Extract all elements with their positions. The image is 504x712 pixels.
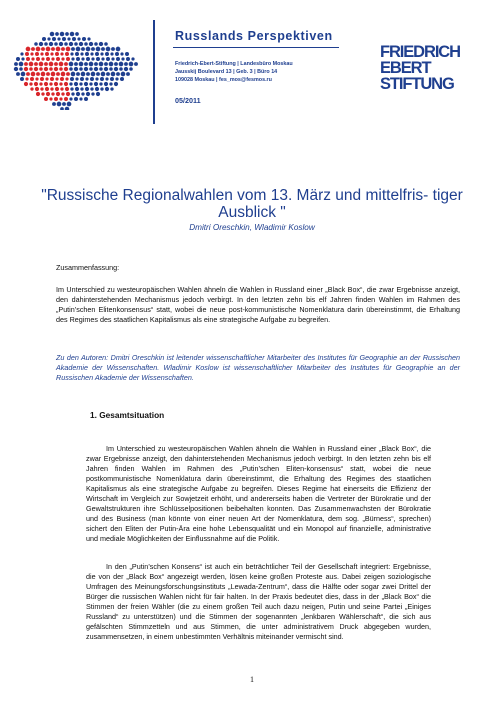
map-dot bbox=[104, 42, 108, 46]
map-dot bbox=[100, 87, 103, 90]
map-dot bbox=[66, 92, 70, 96]
map-dot bbox=[55, 77, 58, 80]
map-dot bbox=[90, 52, 93, 55]
map-dot bbox=[106, 72, 110, 76]
map-dot bbox=[106, 47, 111, 52]
map-dot bbox=[90, 87, 93, 90]
map-dot bbox=[95, 87, 99, 91]
map-dot bbox=[80, 87, 83, 90]
map-dot bbox=[129, 67, 133, 71]
map-dot bbox=[26, 57, 30, 61]
map-dot bbox=[25, 52, 29, 56]
map-dot bbox=[39, 62, 44, 67]
map-dot bbox=[105, 87, 109, 91]
map-dot bbox=[134, 62, 138, 66]
map-dot bbox=[24, 82, 28, 86]
map-dot bbox=[101, 72, 106, 77]
map-dot bbox=[124, 62, 128, 66]
map-dot bbox=[25, 77, 28, 80]
map-dot bbox=[94, 67, 98, 71]
summary-label: Zusammenfassung: bbox=[56, 263, 120, 272]
map-dot bbox=[39, 82, 42, 85]
address-line: Friedrich-Ebert-Stiftung | Landesbüro Moskau bbox=[175, 61, 293, 67]
map-dot bbox=[69, 82, 72, 85]
map-dot bbox=[61, 57, 64, 60]
map-dot bbox=[39, 67, 43, 71]
map-dot bbox=[64, 67, 68, 71]
map-dot bbox=[77, 37, 80, 40]
map-dot bbox=[44, 67, 48, 71]
map-dot bbox=[14, 67, 18, 71]
logo-line: EBERT bbox=[380, 59, 431, 77]
map-dot bbox=[81, 72, 86, 77]
map-dot bbox=[109, 82, 112, 85]
map-dot bbox=[41, 57, 44, 60]
map-dot bbox=[119, 62, 124, 67]
map-dot bbox=[54, 82, 58, 86]
map-dot bbox=[111, 47, 115, 51]
map-dot bbox=[30, 52, 33, 55]
map-dot bbox=[104, 82, 108, 86]
map-dot bbox=[84, 42, 88, 46]
map-dot bbox=[19, 62, 24, 67]
map-dot bbox=[79, 42, 83, 46]
map-dot bbox=[75, 32, 79, 36]
map-dot bbox=[65, 52, 69, 56]
map-dot bbox=[90, 77, 94, 81]
map-dot bbox=[54, 62, 58, 66]
map-dot bbox=[110, 87, 113, 90]
map-dot bbox=[19, 67, 23, 71]
map-dot bbox=[80, 77, 84, 81]
map-dot bbox=[55, 32, 59, 36]
map-dot bbox=[70, 32, 75, 37]
map-dot bbox=[75, 87, 79, 91]
map-dot bbox=[51, 57, 54, 60]
map-dot bbox=[26, 72, 30, 76]
map-dot bbox=[61, 92, 64, 95]
map-dot bbox=[54, 67, 58, 71]
map-dot bbox=[34, 42, 38, 46]
map-dot bbox=[79, 97, 82, 100]
issue-number: 05/2011 bbox=[175, 96, 201, 105]
map-dot bbox=[39, 42, 43, 46]
map-dot bbox=[60, 52, 63, 55]
map-dot bbox=[44, 62, 48, 66]
map-dot bbox=[114, 62, 118, 66]
map-dot bbox=[119, 67, 123, 71]
map-dot bbox=[20, 52, 23, 55]
map-dot bbox=[91, 47, 95, 51]
map-dot bbox=[66, 47, 71, 52]
map-dot bbox=[89, 62, 94, 67]
map-dot bbox=[111, 72, 116, 77]
map-dot bbox=[91, 72, 96, 77]
map-dot bbox=[84, 82, 88, 86]
map-dot bbox=[105, 52, 109, 56]
map-dot bbox=[79, 62, 84, 67]
map-dot bbox=[109, 67, 113, 71]
map-dot bbox=[52, 37, 56, 41]
map-dot bbox=[126, 57, 130, 61]
map-dot bbox=[45, 87, 49, 91]
map-dot bbox=[20, 77, 24, 81]
page-number: 1 bbox=[250, 675, 254, 684]
map-dot bbox=[35, 77, 38, 80]
map-dot bbox=[64, 42, 68, 46]
map-dot bbox=[45, 77, 48, 80]
map-dot bbox=[57, 102, 62, 107]
map-dot bbox=[94, 82, 98, 86]
map-dot bbox=[81, 92, 84, 95]
map-dot bbox=[70, 87, 73, 90]
map-dot bbox=[99, 82, 102, 85]
body-paragraph: Im Unterschied zu westeuropäischen Wahlen ähneln die Wahlen in Russland einer „Black Box“, die zwar Ergebnisse anzeigt, den dahinterstehenden Mechanismus jedoch verbirgt. In den letzten zehn bis elf Jahren finden Wahlen im Rahmen des „Putin’schen Eliten-konsensus“ statt, wobei die neue postkommunistische Nomenklatura darin übereinstimmt, die Erhaltung des Regimes des staatlichen Kapitalismus als eine strategische Aufgabe zu begreifen. Dieses Regime hat einerseits die Effizienz der Wirtschaft im Vergleich zur Sowjetzeit erhöht, und andererseits haben die Vertreter der Bürokratie und der Gewaltstrukturen ihre Schlüsselpositionen beibehalten konnten. Das Zusammenwachsten der Bürokratie und des Business (man könnte von einer neuen Art der Nomenklatura, dem sog. „Bürness“, sprechen) sichert den Eliten der Putin-Ära eine hohe Lebensqualität und ein Monopol auf finanzielle, administrative und mediale Möglichkeiten der Einflussnahme auf die Politik. bbox=[86, 444, 431, 544]
map-dot bbox=[94, 42, 98, 46]
map-dot bbox=[34, 67, 38, 71]
map-dot bbox=[86, 57, 90, 61]
map-dot bbox=[59, 42, 63, 46]
map-dot bbox=[79, 67, 83, 71]
map-dot bbox=[81, 47, 85, 51]
map-dot bbox=[65, 32, 69, 36]
map-dot bbox=[126, 72, 130, 76]
map-dot bbox=[54, 97, 58, 101]
map-dot bbox=[85, 77, 88, 80]
map-dot bbox=[24, 62, 28, 66]
map-dot bbox=[99, 67, 103, 71]
section-heading: 1. Gesamtsituation bbox=[90, 410, 165, 420]
map-dot bbox=[94, 62, 98, 66]
map-dot bbox=[116, 72, 120, 76]
map-dot bbox=[44, 82, 48, 86]
map-dot bbox=[131, 57, 134, 60]
map-dot bbox=[69, 97, 72, 100]
header-divider bbox=[153, 20, 155, 124]
map-dot bbox=[96, 92, 100, 96]
series-title: Russlands Perspektiven bbox=[175, 29, 333, 43]
map-dot bbox=[30, 77, 34, 81]
map-dot bbox=[110, 77, 114, 81]
map-dot bbox=[64, 82, 68, 86]
address-line: Jausskij Boulevard 13 | Geb. 3 | Büro 14 bbox=[175, 69, 278, 75]
map-dot bbox=[115, 52, 119, 56]
map-dot bbox=[56, 57, 60, 61]
map-dot bbox=[50, 32, 55, 37]
map-dot bbox=[21, 57, 24, 60]
map-dot bbox=[54, 42, 58, 46]
map-dot bbox=[114, 67, 118, 71]
map-dot bbox=[45, 52, 49, 56]
map-dot bbox=[50, 87, 53, 90]
map-dot bbox=[100, 52, 103, 55]
map-dot bbox=[71, 92, 74, 95]
map-dot bbox=[40, 77, 44, 81]
map-dot bbox=[74, 82, 78, 86]
map-dot bbox=[34, 82, 38, 86]
map-dot bbox=[74, 62, 78, 66]
map-dot bbox=[116, 57, 120, 61]
map-dot bbox=[67, 37, 70, 40]
map-dot bbox=[56, 92, 60, 96]
map-dot bbox=[41, 92, 44, 95]
map-dot bbox=[31, 47, 35, 51]
map-dot bbox=[51, 92, 54, 95]
map-dot bbox=[100, 77, 104, 81]
series-title-underline bbox=[173, 47, 339, 48]
map-dot bbox=[70, 52, 73, 55]
map-dot bbox=[46, 47, 51, 52]
map-dot bbox=[60, 77, 64, 81]
map-dot bbox=[105, 77, 108, 80]
map-dot bbox=[65, 87, 69, 91]
map-dot bbox=[42, 37, 46, 41]
map-dot bbox=[41, 47, 45, 51]
map-dot bbox=[95, 77, 98, 80]
map-dot bbox=[109, 62, 114, 67]
map-dot bbox=[69, 42, 73, 46]
map-dot bbox=[35, 87, 39, 91]
map-dot bbox=[84, 62, 88, 66]
map-dot bbox=[66, 72, 70, 76]
map-dot bbox=[82, 37, 86, 41]
map-dot bbox=[76, 72, 80, 76]
map-dot bbox=[60, 107, 64, 110]
map-dot bbox=[87, 37, 90, 40]
map-dot bbox=[35, 52, 39, 56]
map-dot bbox=[55, 52, 59, 56]
map-dot bbox=[86, 72, 90, 76]
map-dot bbox=[59, 97, 62, 100]
map-dot bbox=[75, 77, 78, 80]
map-dot bbox=[47, 37, 50, 40]
map-dot bbox=[91, 92, 94, 95]
map-dot bbox=[74, 67, 78, 71]
map-dot bbox=[89, 67, 93, 71]
logo-line: STIFTUNG bbox=[380, 75, 454, 93]
map-dot bbox=[49, 42, 53, 46]
map-dot bbox=[46, 57, 50, 61]
map-dot bbox=[79, 82, 82, 85]
map-dot bbox=[104, 67, 108, 71]
body-paragraph: In den „Putin’schen Konsens“ ist auch ein beträchtlicher Teil der Gesellschaft integriert: Ergebnisse, die von der „Black Box“ angezeigt werden, lösen keine großen Proteste aus. Dabei zeigen soziologische Umfragen des Meinungsforschungsinstituts „Lewada-Zentrum“, dass die Hälfte oder sogar zwei Drittel der Bürger die russischen Wahlen nicht für fair halten. In der Praxis bedeutet dies, dass in der „Black Box“ die Stimmen der freien Wähler (die zu einem großen Teil auch dazu neigen, Putin und seine Partei „Einiges Russland“ zu unterstützen) und die Stimmen der sogenannten „lenkbaren Wählerschaft“, die sich aus gefälschten Stimmzetteln und aus Stimmen, die unter administrativem Druck abgegeben wurden, zusammensetzen, in einem unbestimmten Verhältnis miteinander vermischt sind. bbox=[86, 562, 431, 642]
map-dot bbox=[65, 77, 68, 80]
map-dot bbox=[86, 92, 90, 96]
map-dot bbox=[57, 37, 60, 40]
map-dot bbox=[61, 72, 66, 77]
map-dot bbox=[81, 57, 84, 60]
map-dot bbox=[31, 57, 34, 60]
map-dot bbox=[70, 77, 74, 81]
map-dot bbox=[50, 77, 54, 81]
map-dot bbox=[89, 82, 92, 85]
map-dot bbox=[71, 47, 75, 51]
map-dot bbox=[59, 82, 62, 85]
map-dot bbox=[59, 62, 64, 67]
summary-text: Im Unterschied zu westeuropäischen Wahlen ähneln die Wahlen in Russland einer „Black Box“, die zwar Ergebnisse anzeigt, den dahinterstehenden Mechanismus jedoch verbirgt. In den letzten zehn bis elf Jahren finden Wahlen im Rahmen des „Putin’schen Elitenkonsensus“ statt, wobei die neue post-kommunistische Nomenklatura darin übereinstimmt, die Erhaltung des Regimes des staatlichen Kapitalismus als eine strategische Aufgabe zu begreifen. bbox=[56, 285, 460, 324]
map-dot bbox=[46, 92, 50, 96]
map-dot bbox=[129, 62, 134, 67]
map-dot bbox=[60, 87, 63, 90]
map-dot bbox=[99, 62, 104, 67]
russia-map-dots-icon bbox=[8, 28, 140, 110]
map-dot bbox=[74, 42, 78, 46]
map-dot bbox=[29, 82, 32, 85]
document-title: "Russische Regionalwahlen vom 13. März und mittelfris- tiger Ausblick " bbox=[41, 187, 463, 221]
map-dot bbox=[36, 92, 40, 96]
logo-line: FRIEDRICH bbox=[380, 43, 460, 61]
map-dot bbox=[69, 62, 74, 67]
map-dot bbox=[69, 67, 73, 71]
map-dot bbox=[26, 47, 31, 52]
map-dot bbox=[30, 87, 33, 90]
map-dot bbox=[51, 47, 55, 51]
map-dot bbox=[125, 52, 129, 56]
map-dot bbox=[24, 67, 28, 71]
map-dot bbox=[34, 62, 38, 66]
map-dot bbox=[96, 57, 100, 61]
map-dot bbox=[86, 47, 91, 52]
friedrich-ebert-stiftung-logo bbox=[380, 44, 490, 96]
map-dot bbox=[114, 82, 118, 86]
map-dot bbox=[67, 102, 72, 107]
map-dot bbox=[49, 62, 54, 67]
map-dot bbox=[41, 72, 46, 77]
map-dot bbox=[121, 57, 124, 60]
map-dot bbox=[14, 62, 18, 66]
map-dot bbox=[115, 77, 118, 80]
map-dot bbox=[59, 67, 63, 71]
map-dot bbox=[104, 62, 108, 66]
map-dot bbox=[66, 57, 70, 61]
map-dot bbox=[40, 52, 43, 55]
map-dot bbox=[62, 37, 66, 41]
map-dot bbox=[124, 67, 128, 71]
map-dot bbox=[76, 57, 80, 61]
map-dot bbox=[36, 47, 41, 52]
map-dot bbox=[76, 47, 81, 52]
map-dot bbox=[49, 97, 52, 100]
map-dot bbox=[76, 92, 80, 96]
map-dot bbox=[80, 52, 83, 55]
map-dot bbox=[72, 37, 76, 41]
map-dot bbox=[52, 102, 56, 106]
map-dot bbox=[101, 57, 104, 60]
map-dot bbox=[29, 62, 34, 67]
map-dot bbox=[71, 57, 74, 60]
map-dot bbox=[110, 52, 113, 55]
map-dot bbox=[51, 72, 56, 77]
map-dot bbox=[101, 47, 105, 51]
address-line: 109028 Moskau | fes_mos@fesmos.ru bbox=[175, 77, 272, 83]
map-dot bbox=[55, 87, 59, 91]
map-dot bbox=[74, 97, 78, 101]
map-dot bbox=[75, 52, 79, 56]
map-dot bbox=[44, 97, 48, 101]
map-dot bbox=[91, 57, 94, 60]
map-dot bbox=[16, 72, 20, 76]
map-dot bbox=[65, 107, 70, 110]
map-dot bbox=[49, 67, 53, 71]
map-dot bbox=[84, 67, 88, 71]
map-dot bbox=[50, 52, 53, 55]
map-dot bbox=[85, 87, 89, 91]
map-dot bbox=[111, 57, 114, 60]
map-dot bbox=[36, 57, 40, 61]
map-dot bbox=[46, 72, 50, 76]
map-dot bbox=[106, 57, 110, 61]
map-dot bbox=[96, 47, 101, 52]
map-dot bbox=[85, 52, 89, 56]
map-dot bbox=[44, 42, 48, 46]
map-dot bbox=[96, 72, 100, 76]
map-dot bbox=[121, 72, 126, 77]
map-dot bbox=[21, 72, 26, 77]
map-dot bbox=[64, 97, 68, 101]
map-dot bbox=[84, 97, 88, 101]
map-dot bbox=[89, 42, 93, 46]
map-dot bbox=[61, 47, 65, 51]
map-dot bbox=[120, 52, 123, 55]
map-dot bbox=[95, 52, 99, 56]
map-dot bbox=[99, 42, 103, 46]
map-dot bbox=[29, 67, 33, 71]
map-dot bbox=[64, 62, 68, 66]
map-dot bbox=[60, 32, 65, 37]
document-authors: Dmitri Oreschkin, Wladimir Koslow bbox=[189, 223, 315, 232]
map-dot bbox=[56, 72, 60, 76]
map-dot bbox=[40, 87, 43, 90]
about-authors-note: Zu den Autoren: Dmitri Oreschkin ist leitender wissenschaftlicher Mitarbeiter des Institutes für Geographie an der Russischen Akademie der Wissenschaften. Wladimir Koslow ist wissenschaftlicher Mitarbeiter des Institutes für Geographie an der Russischen Akademie der Wissenschaften. bbox=[56, 353, 460, 382]
map-dot bbox=[116, 47, 121, 52]
map-dot bbox=[62, 102, 66, 106]
map-dot bbox=[71, 72, 76, 77]
map-dot bbox=[56, 47, 61, 52]
map-dot bbox=[49, 82, 52, 85]
map-dot bbox=[31, 72, 36, 77]
map-dot bbox=[16, 57, 20, 61]
map-dot bbox=[120, 77, 124, 81]
map-dot bbox=[36, 72, 40, 76]
